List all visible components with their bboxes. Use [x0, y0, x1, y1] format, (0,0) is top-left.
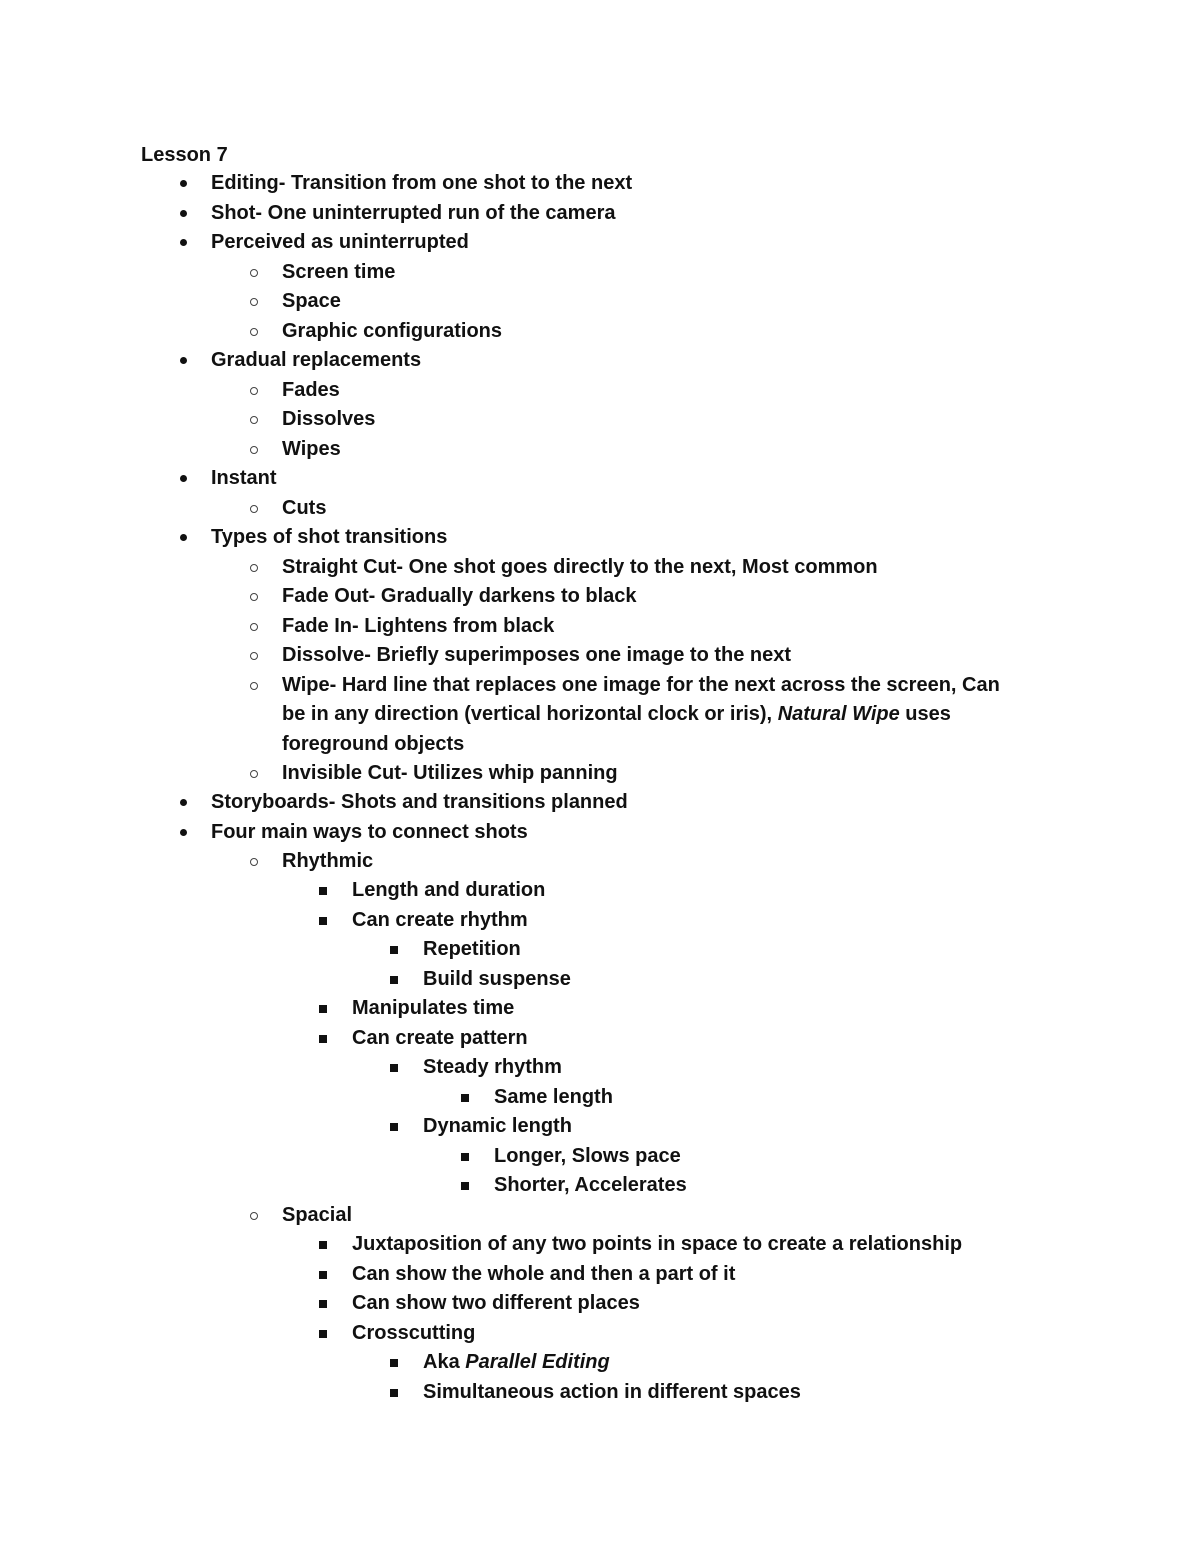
bullet-disc: [180, 829, 187, 836]
list-item: Shot- One uninterrupted run of the camera: [211, 202, 616, 224]
bullet-ring: [250, 682, 258, 690]
list-item: Straight Cut- One shot goes directly to the next, Most common: [282, 556, 878, 578]
list-item: [423, 1348, 610, 1378]
list-item-continuation: [282, 700, 951, 730]
bullet-square: [319, 1271, 327, 1279]
bullet-disc: [180, 357, 187, 364]
bullet-disc: [180, 534, 187, 541]
bullet-square: [390, 1064, 398, 1072]
bullet-square: [461, 1094, 469, 1102]
list-item: Can create rhythm: [352, 909, 528, 931]
list-item: Graphic configurations: [282, 320, 503, 342]
list-item: Spacial: [282, 1204, 353, 1226]
list-item: Fade Out- Gradually darkens to black: [282, 585, 637, 607]
bullet-disc: [180, 210, 187, 217]
list-item: Dissolves: [282, 408, 376, 430]
wipe-text-pre: be in any direction (vertical horizontal clock or iris),: [282, 703, 778, 725]
bullet-square: [319, 1300, 327, 1308]
list-item: Build suspense: [423, 968, 571, 990]
list-item-continuation: foreground objects: [282, 733, 465, 755]
bullet-ring: [250, 593, 258, 601]
list-item: Storyboards- Shots and transitions planned: [211, 791, 628, 813]
bullet-disc: [180, 239, 187, 246]
bullet-ring: [250, 269, 258, 277]
bullet-square: [319, 917, 327, 925]
list-item: Types of shot transitions: [211, 526, 448, 548]
list-item: Fade In- Lightens from black: [282, 615, 555, 637]
list-item: Repetition: [423, 938, 521, 960]
bullet-square: [319, 1035, 327, 1043]
list-item: Four main ways to connect shots: [211, 821, 528, 843]
list-item: Longer, Slows pace: [494, 1145, 681, 1167]
bullet-square: [390, 1359, 398, 1367]
bullet-ring: [250, 387, 258, 395]
list-item: Gradual replacements: [211, 349, 422, 371]
bullet-square: [390, 1123, 398, 1131]
bullet-square: [319, 887, 327, 895]
bullet-ring: [250, 446, 258, 454]
bullet-ring: [250, 1212, 258, 1220]
list-item: Juxtaposition of any two points in space to create a relationship: [352, 1233, 963, 1255]
bullet-ring: [250, 770, 258, 778]
list-item: Rhythmic: [282, 850, 374, 872]
bullet-ring: [250, 564, 258, 572]
list-item: Instant: [211, 467, 277, 489]
bullet-ring: [250, 623, 258, 631]
list-item: Can show the whole and then a part of it: [352, 1263, 736, 1285]
list-item: Steady rhythm: [423, 1056, 562, 1078]
list-item: Cuts: [282, 497, 327, 519]
list-item: Perceived as uninterrupted: [211, 231, 469, 253]
bullet-ring: [250, 652, 258, 660]
bullet-square: [461, 1153, 469, 1161]
bullet-square: [390, 1389, 398, 1397]
list-item: Can show two different places: [352, 1292, 640, 1314]
bullet-disc: [180, 799, 187, 806]
list-item: Space: [282, 290, 341, 312]
list-item: Fades: [282, 379, 340, 401]
list-item: Crosscutting: [352, 1322, 476, 1344]
list-item: Dynamic length: [423, 1115, 572, 1137]
list-item: Can create pattern: [352, 1027, 528, 1049]
list-item: Simultaneous action in different spaces: [423, 1381, 801, 1403]
bullet-square: [319, 1241, 327, 1249]
bullet-square: [319, 1330, 327, 1338]
wipe-text-emphasis: Natural Wipe: [777, 703, 900, 725]
bullet-square: [461, 1182, 469, 1190]
bullet-ring: [250, 328, 258, 336]
bullet-ring: [250, 858, 258, 866]
bullet-ring: [250, 298, 258, 306]
wipe-text-post: uses: [899, 703, 951, 725]
list-item: Manipulates time: [352, 997, 515, 1019]
bullet-square: [319, 1005, 327, 1013]
list-item: Wipes: [282, 438, 341, 460]
bullet-square: [390, 976, 398, 984]
list-item: Screen time: [282, 261, 396, 283]
aka-emphasis: Parallel Editing: [465, 1351, 610, 1373]
lesson-title: Lesson 7: [141, 144, 228, 166]
list-item: Length and duration: [352, 879, 546, 901]
aka-text: Aka: [423, 1351, 466, 1373]
list-item: Shorter, Accelerates: [494, 1174, 687, 1196]
bullet-square: [390, 946, 398, 954]
bullet-ring: [250, 416, 258, 424]
list-item: Wipe- Hard line that replaces one image for the next across the screen, Can: [282, 674, 1000, 696]
list-item: Invisible Cut- Utilizes whip panning: [282, 762, 618, 784]
bullet-ring: [250, 505, 258, 513]
list-item: Dissolve- Briefly superimposes one image to the next: [282, 644, 792, 666]
list-item: Editing- Transition from one shot to the next: [211, 172, 633, 194]
list-item: Same length: [494, 1086, 613, 1108]
bullet-disc: [180, 180, 187, 187]
bullet-disc: [180, 475, 187, 482]
